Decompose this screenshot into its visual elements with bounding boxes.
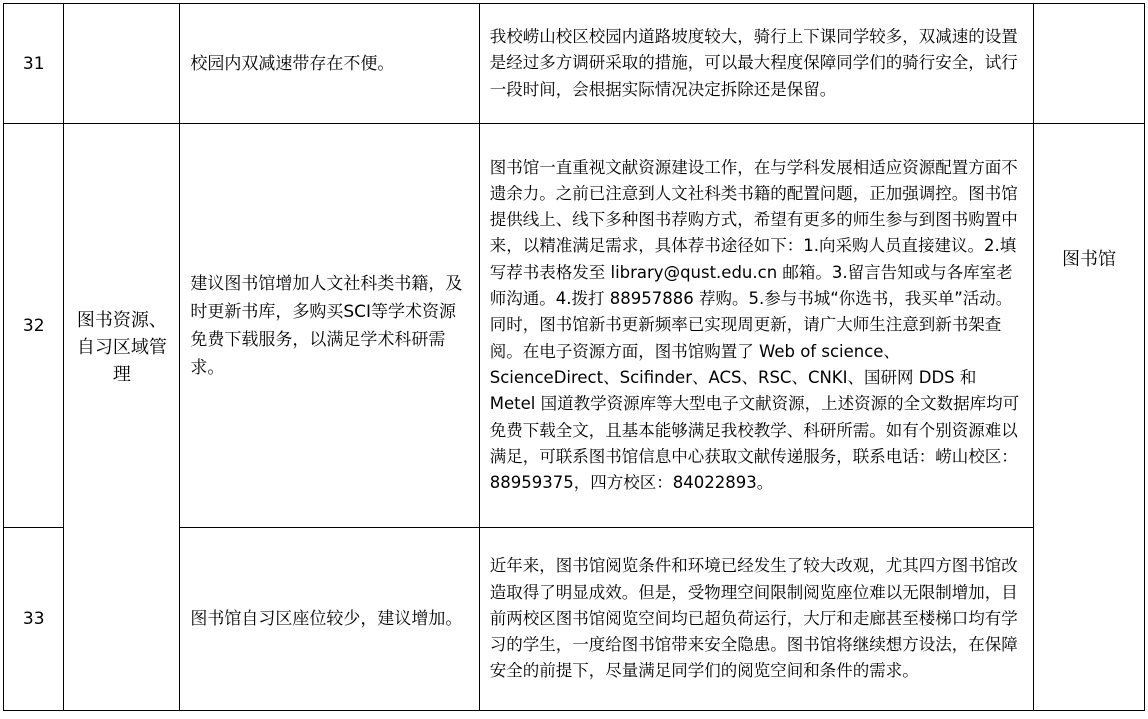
table-row (4, 4, 1145, 124)
category-label: 图书资源、自习区域管理 (76, 310, 167, 385)
question-cell: 图书馆自习区座位较少，建议增加。 (180, 528, 479, 711)
category-cell (64, 124, 180, 711)
row-number: 31 (4, 4, 64, 124)
category-cell-empty (64, 4, 180, 124)
department-cell-empty (1034, 4, 1145, 124)
answer-cell: 近年来，图书馆阅览条件和环境已经发生了较大改观，尤其四方图书馆改造取得了明显成效。但是，受物理空间限制阅览座位难以无限制增加，目前两校区图书馆阅览空间均已超负荷运行，大厅和走廊甚至楼梯口均有学习的学生，一度给图书馆带来安全隐患。图书馆将继续想方设法，在保障安全的前提下，尽量满足同学们的阅览空间和条件的需求。 (479, 528, 1033, 711)
row-number: 32 (4, 124, 64, 528)
question-cell: 建议图书馆增加人文社科类书籍，及时更新书库，多购买SCI等学术资源免费下载服务，以满足学术科研需求。 (180, 124, 479, 528)
question-cell: 校园内双减速带存在不便。 (180, 4, 479, 124)
department-cell (1034, 124, 1145, 711)
answer-cell: 图书馆一直重视文献资源建设工作，在与学科发展相适应资源配置方面不遗余力。之前已注意到人文社科类书籍的配置问题，正加强调控。图书馆提供线上、线下多种图书荐购方式，希望有更多的师生参与到图书购置中来，以精准满足需求，具体荐书途径如下：1.向采购人员直接建议。2.填写荐书表格发至 library@qust.edu.cn 邮箱。3.留言告知或与各库室老师沟通。4.拨打 88957886 荐购。5.参与书城“你选书，我买单”活动。同时，图书馆新书更新频率已实现周更新，请广大师生注意到新书架查阅。在电子资源方面，图书馆购置了 Web of science、ScienceDirect、Scifinder、ACS、RSC、CNKI、国研网 DDS 和 Metel 国道教学资源库等大型电子文献资源，上述资源的全文数据库均可免费下载全文，且基本能够满足我校教学、科研所需。如有个别资源难以满足，可联系图书馆信息中心获取文献传递服务，联系电话：崂山校区：88959375，四方校区：84022893。 (479, 124, 1033, 528)
feedback-table (3, 3, 1145, 711)
table-row (4, 124, 1145, 528)
row-number: 33 (4, 528, 64, 711)
department-label: 图书馆 (1062, 249, 1117, 270)
answer-cell: 我校崂山校区校园内道路坡度较大，骑行上下课同学较多，双减速的设置是经过多方调研采取的措施，可以最大程度保障同学们的骑行安全，试行一段时间，会根据实际情况决定拆除还是保留。 (479, 4, 1033, 124)
